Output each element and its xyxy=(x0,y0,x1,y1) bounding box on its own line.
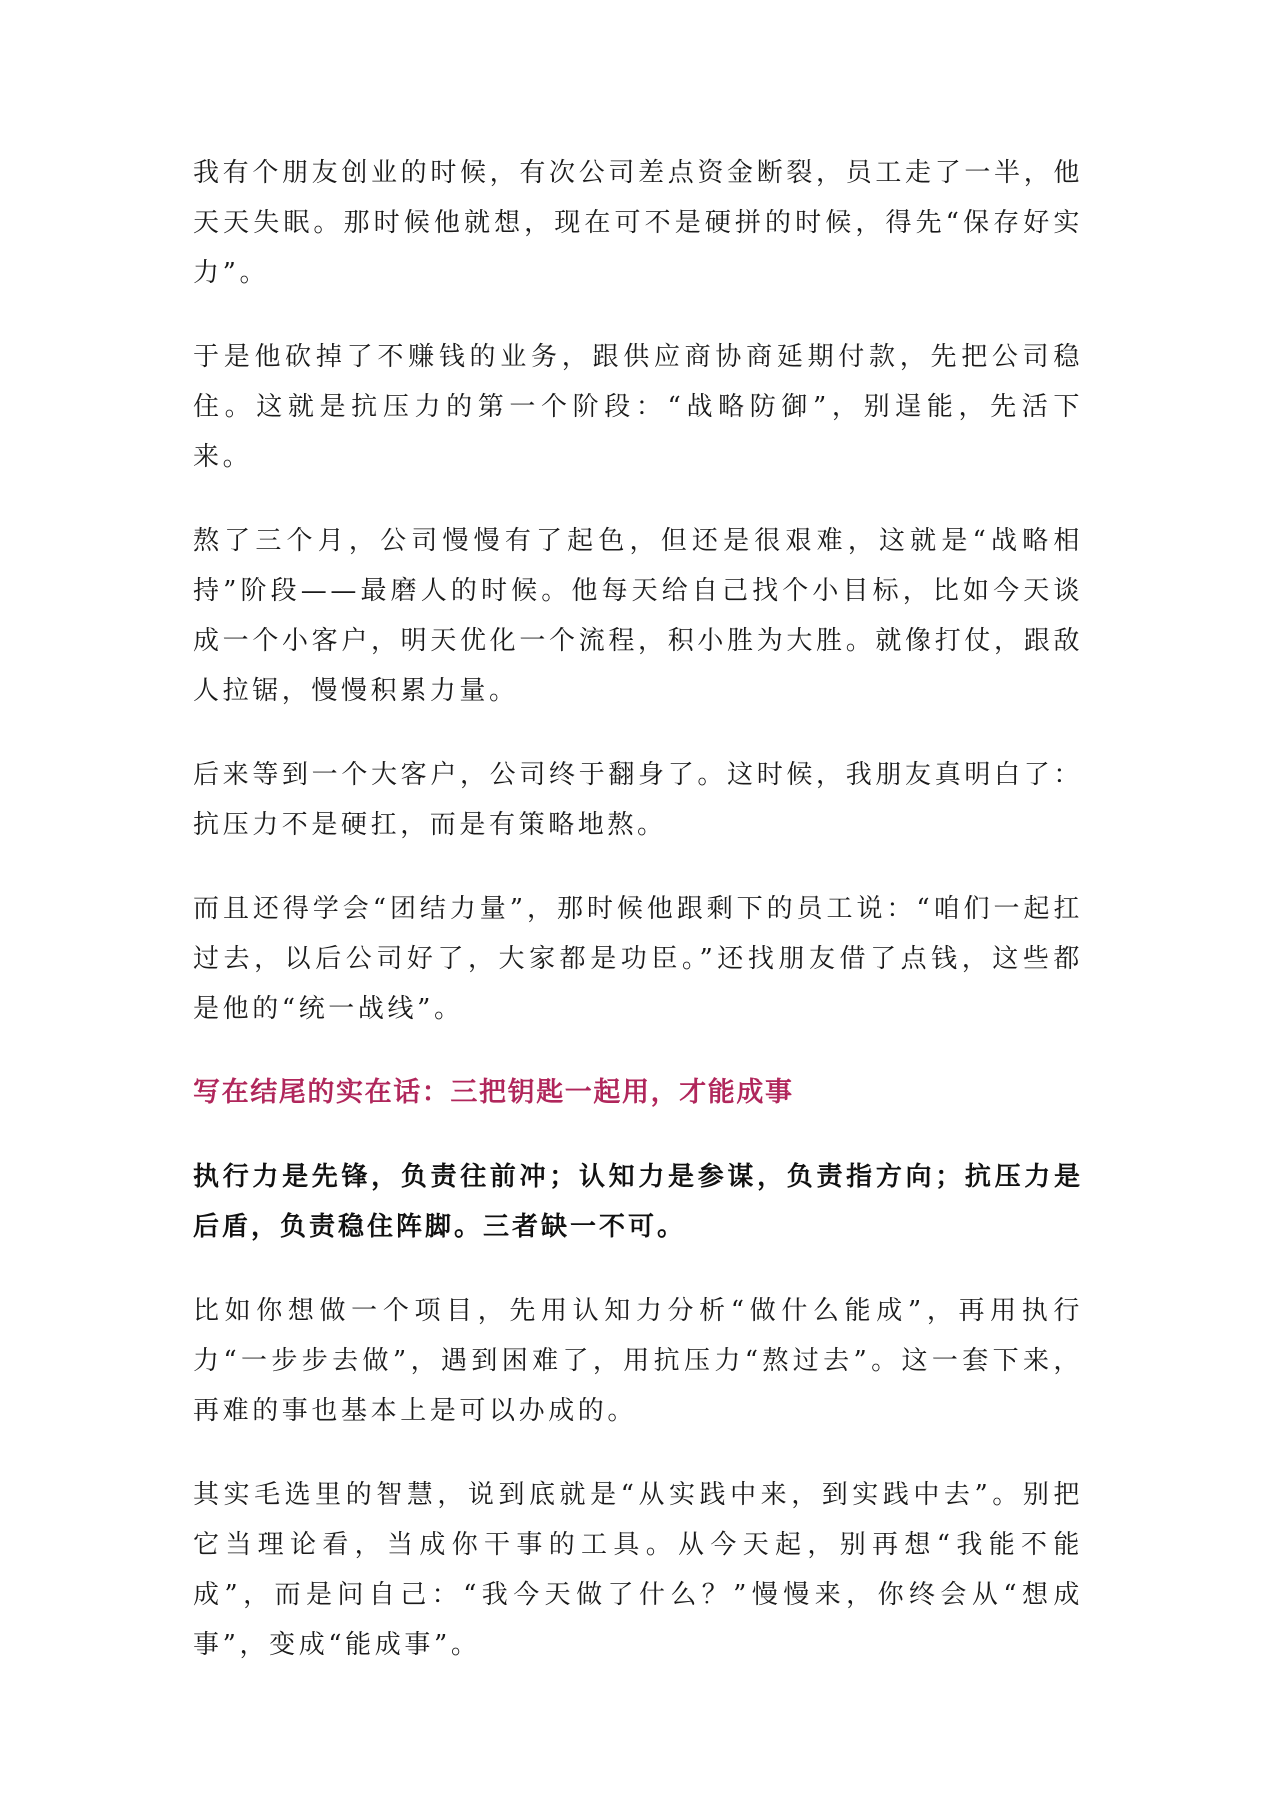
section-heading: 写在结尾的实在话：三把钥匙一起用，才能成事 xyxy=(193,1077,794,1108)
closing-paragraph-2: 其实毛选里的智慧，说到底就是“从实践中来，到实践中去”。别把它当理论看，当成你干事的工具。从今天起，别再想“我能不能成”，而是问自己：“我今天做了什么？”慢慢来，你终会从“想成事”，变成“能成事”。 xyxy=(193,1480,1083,1660)
closing-paragraph-1: 比如你想做一个项目，先用认知力分析“做什么能成”，再用执行力“一步步去做”，遇到困难了，用抗压力“熬过去”。这一套下来，再难的事也基本上是可以办成的。 xyxy=(193,1296,1083,1426)
paragraph-5: 而且还得学会“团结力量”，那时候他跟剩下的员工说：“咱们一起扛过去，以后公司好了，大家都是功臣。”还找朋友借了点钱，这些都是他的“统一战线”。 xyxy=(193,894,1083,1024)
paragraph-3: 熬了三个月，公司慢慢有了起色，但还是很艰难，这就是“战略相持”阶段——最磨人的时候。他每天给自己找个小目标，比如今天谈成一个小客户，明天优化一个流程，积小胜为大胜。就像打仗，跟敌人拉锯，慢慢积累力量。 xyxy=(193,526,1083,706)
paragraph-2: 于是他砍掉了不赚钱的业务，跟供应商协商延期付款，先把公司稳住。这就是抗压力的第一个阶段：“战略防御”，别逞能，先活下来。 xyxy=(193,342,1083,472)
bold-summary-paragraph: 执行力是先锋，负责往前冲；认知力是参谋，负责指方向；抗压力是后盾，负责稳住阵脚。三者缺一不可。 xyxy=(193,1162,1083,1242)
paragraph-4: 后来等到一个大客户，公司终于翻身了。这时候，我朋友真明白了：抗压力不是硬扛，而是有策略地熬。 xyxy=(193,760,1083,840)
paragraph-1: 我有个朋友创业的时候，有次公司差点资金断裂，员工走了一半，他天天失眠。那时候他就想，现在可不是硬拼的时候，得先“保存好实力”。 xyxy=(193,158,1083,288)
document-body xyxy=(193,148,1083,1670)
